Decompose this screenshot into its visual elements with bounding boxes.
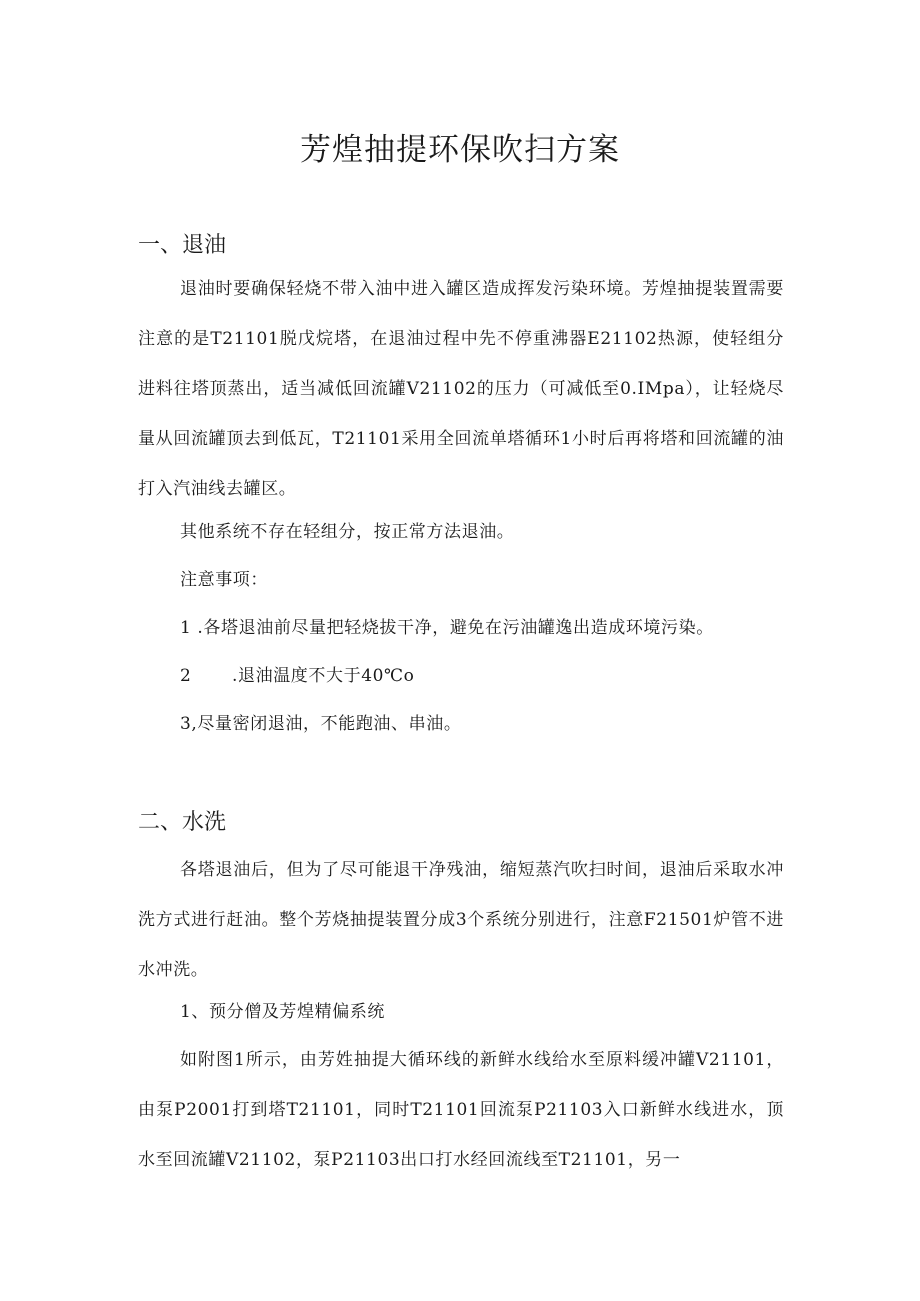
- paragraph-figure-1: 如附图1所示，由芳姓抽提大循环线的新鲜水线给水至原料缓冲罐V21101，由泵P2001打到塔T21101，同时T21101回流泵P21103入口新鲜水线进水，顶水至回流罐V21102，泵P21103出口打水经回流线至T21101，另一: [138, 1050, 784, 1170]
- section-heading-oil-removal: 一、退油: [138, 233, 227, 258]
- note-item-2-text: .退油温度不大于40℃o: [232, 666, 415, 686]
- notes-label: 注意事项：: [180, 570, 268, 590]
- document-title: 芳煌抽提环保吹扫方案: [300, 132, 620, 168]
- note-item-3: 3,尽量密闭退油，不能跑油、串油。: [180, 714, 462, 734]
- note-item-2-number: 2: [180, 666, 192, 686]
- section-heading-water-wash: 二、水洗: [138, 810, 227, 835]
- paragraph-other-systems: 其他系统不存在轻组分，按正常方法退油。: [180, 522, 515, 542]
- paragraph-oil-removal: 退油时要确保轻烧不带入油中进入罐区造成挥发污染环境。芳煌抽提装置需要注意的是T21101脱戊烷塔，在退油过程中先不停重沸器E21102热源，使轻组分进料往塔顶蒸出，适当减低回流罐V21102的压力（可减低至0.IMpa），让轻烧尽量从回流罐顶去到低瓦，T21101采用全回流单塔循环1小时后再将塔和回流罐的油打入汽油线去罐区。: [138, 279, 784, 499]
- note-item-1: 1 .各塔退油前尽量把轻烧拔干净，避免在污油罐逸出造成环境污染。: [180, 618, 714, 638]
- paragraph-water-wash: 各塔退油后，但为了尽可能退干净残油，缩短蒸汽吹扫时间，退油后采取水冲洗方式进行赶油。整个芳烧抽提装置分成3个系统分别进行，注意F21501炉管不进水冲洗。: [138, 860, 784, 980]
- subsection-heading-fractionation: 1、预分僧及芳煌精偏系统: [180, 1002, 386, 1022]
- note-item-2: [180, 661, 415, 691]
